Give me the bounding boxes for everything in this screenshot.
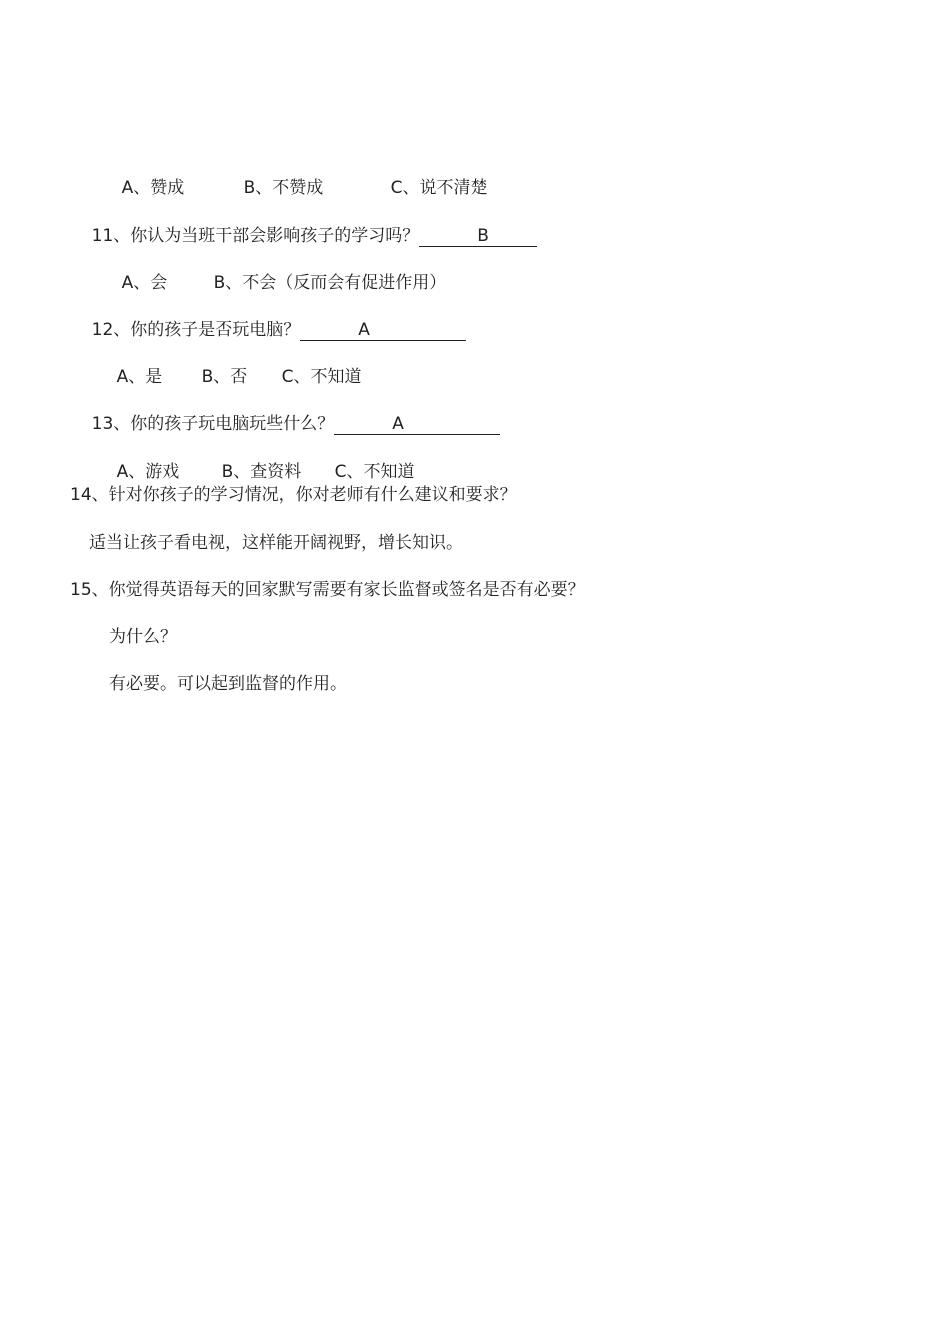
q10-option-c: C、说不清楚 <box>390 178 488 198</box>
q15-response: 有必要。可以起到监督的作用。 <box>109 674 347 694</box>
q10-option-b: B、不赞成 <box>243 178 324 198</box>
q10-option-a: A、赞成 <box>121 178 185 198</box>
q13-answer: A <box>392 414 404 434</box>
q15-question: 15、你觉得英语每天的回家默写需要有家长监督或签名是否有必要？ <box>70 580 585 600</box>
q11-option-b: B、不会（反而会有促进作用） <box>213 273 447 293</box>
q12-option-b: B、否 <box>201 367 248 387</box>
q13-option-a: A、游戏 <box>116 462 180 482</box>
q13-option-b: B、查资料 <box>221 462 302 482</box>
q14-question: 14、针对你孩子的学习情况，你对老师有什么建议和要求？ <box>70 485 517 505</box>
q13-option-c: C、不知道 <box>334 462 415 482</box>
q13-question: 13、你的孩子玩电脑玩些什么？ <box>91 414 335 434</box>
q12-option-c: C、不知道 <box>281 367 362 387</box>
q12-answer: A <box>358 320 370 340</box>
q12-question: 12、你的孩子是否玩电脑？ <box>91 320 301 340</box>
q11-question: 11、你认为当班干部会影响孩子的学习吗？ <box>91 226 420 246</box>
q11-option-a: A、会 <box>121 273 168 293</box>
q12-answer-blank <box>300 320 466 341</box>
q11-answer: B <box>477 226 489 246</box>
q15-question-cont: 为什么？ <box>109 627 177 647</box>
q11-answer-blank <box>419 226 537 247</box>
q12-option-a: A、是 <box>116 367 163 387</box>
q13-answer-blank <box>334 414 500 435</box>
q14-response: 适当让孩子看电视，这样能开阔视野，增长知识。 <box>89 533 463 553</box>
